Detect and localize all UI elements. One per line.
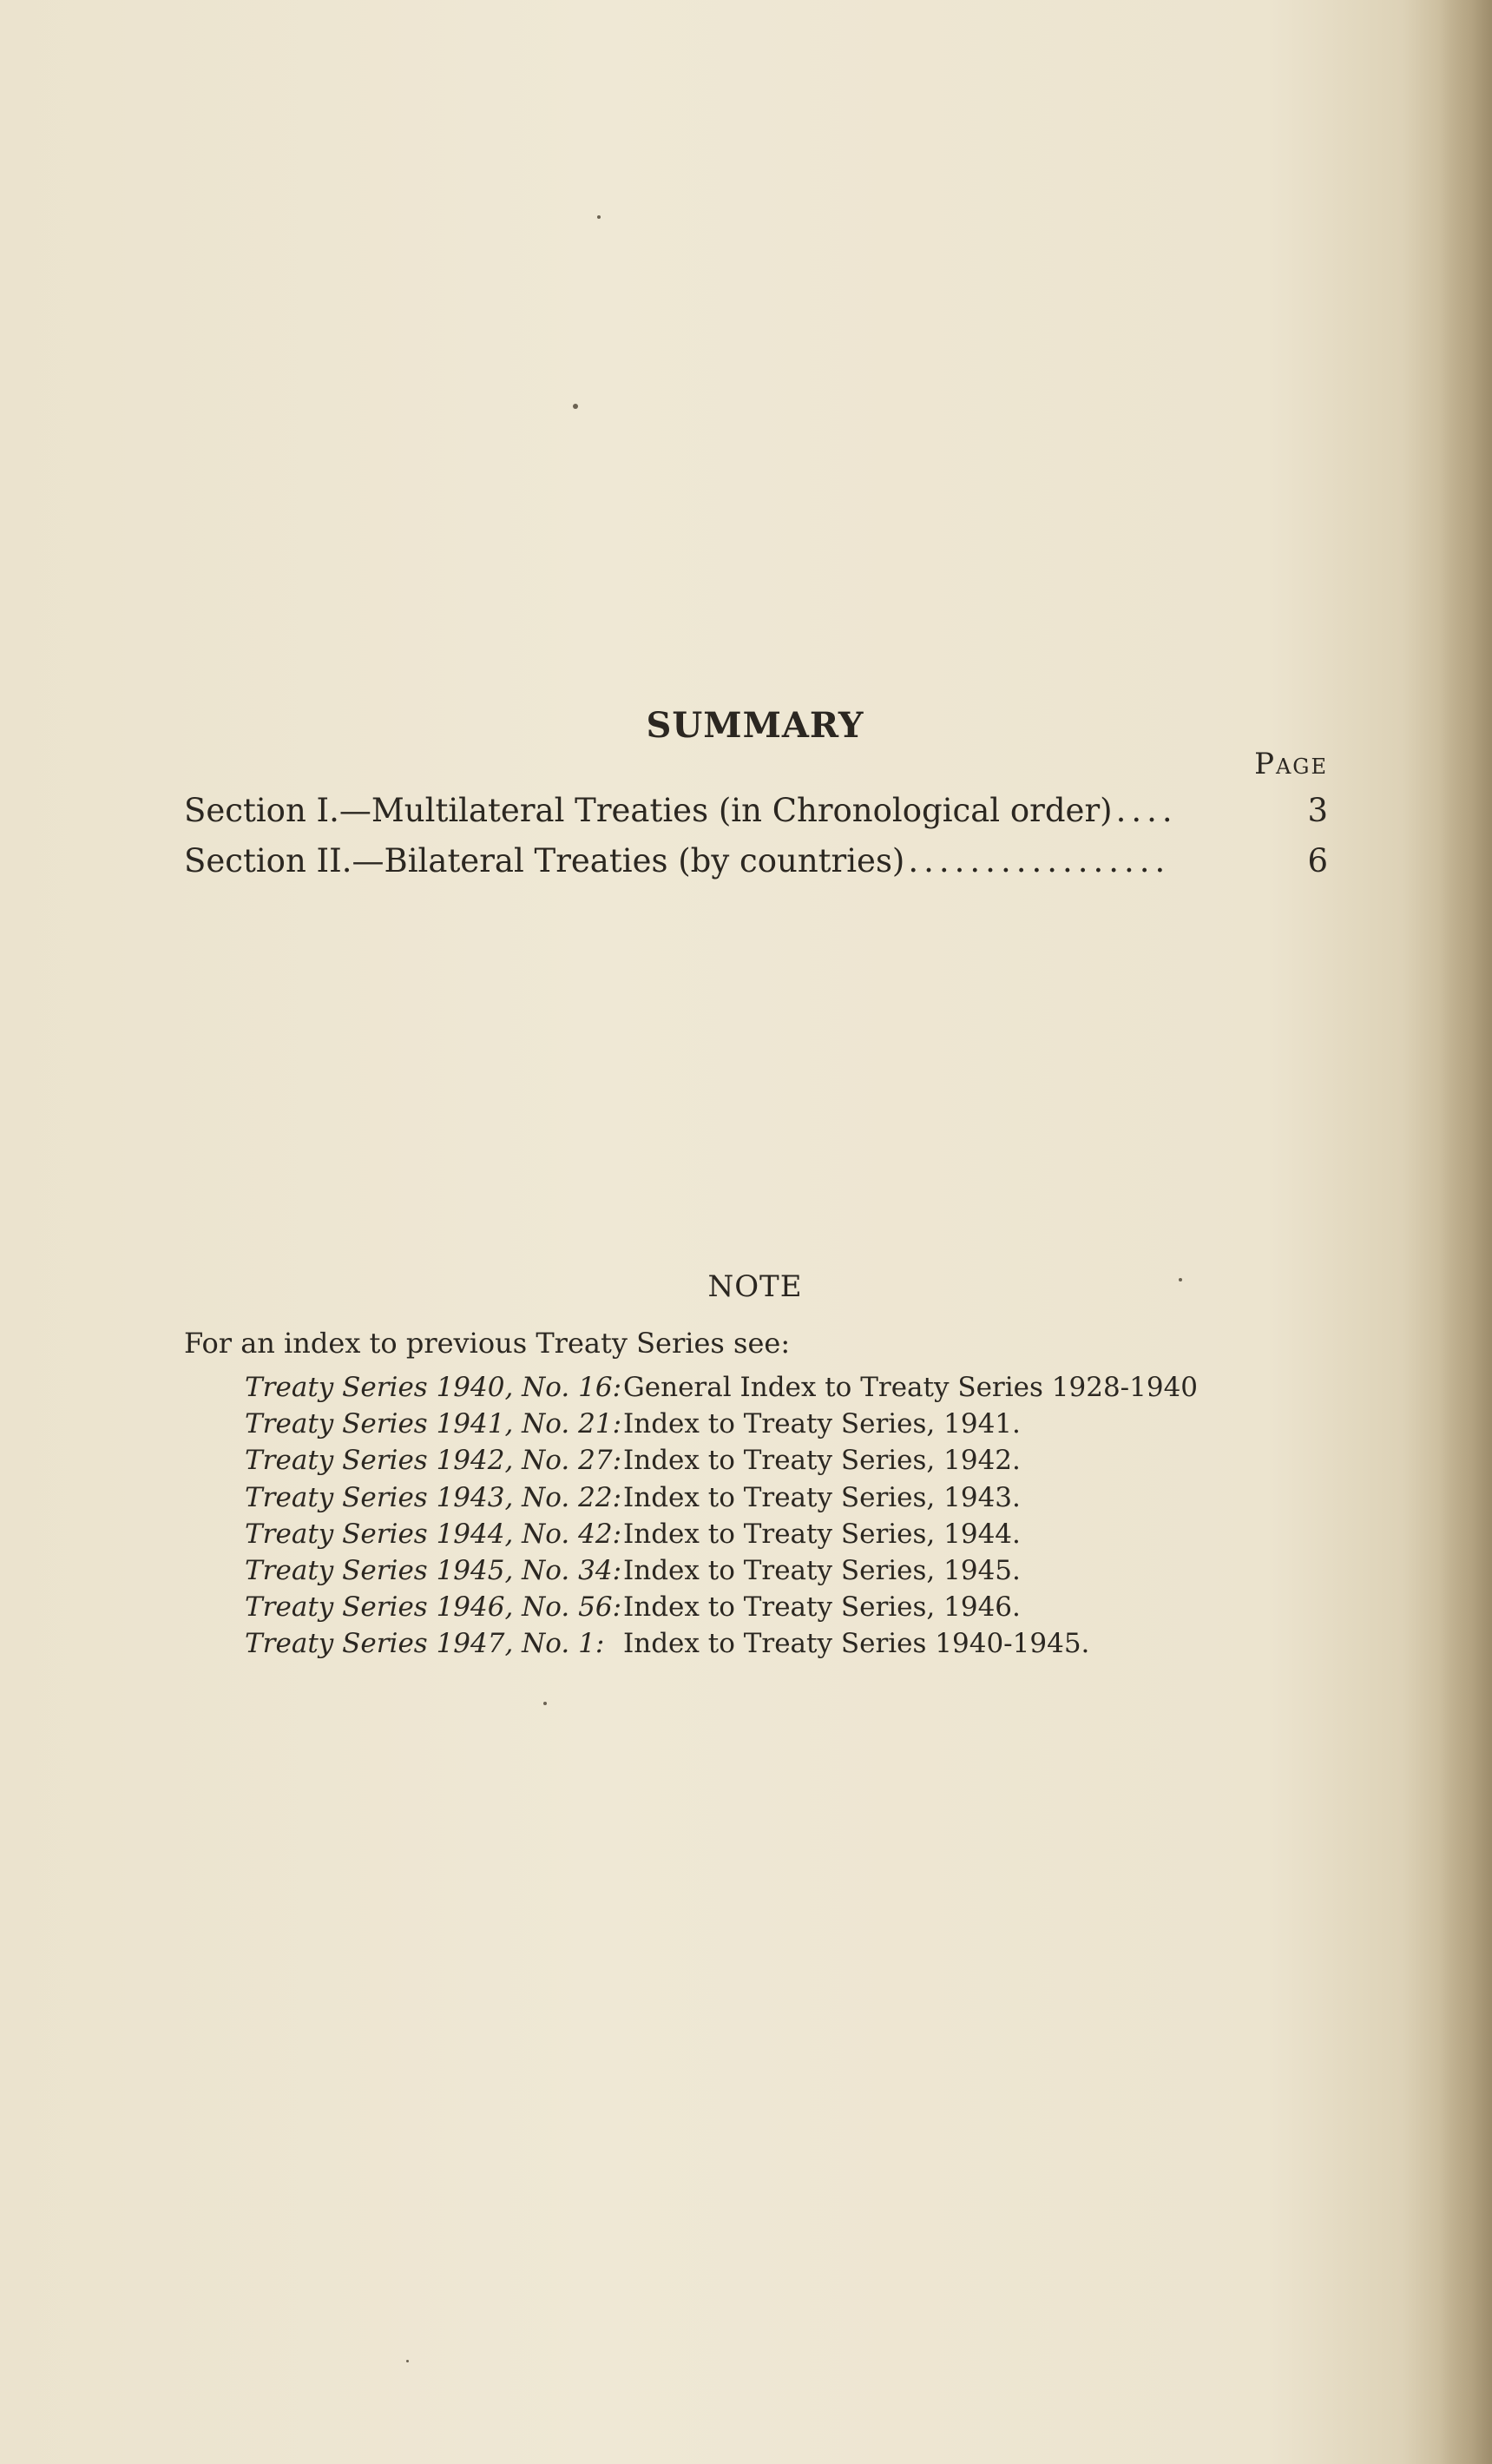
summary-heading: SUMMARY <box>646 705 864 746</box>
reference-source: Treaty Series 1947, No. 1: <box>245 1628 605 1660</box>
reference-description: Index to Treaty Series, 1943. <box>623 1481 1021 1513</box>
toc-entry-label: Section I.—Multilateral Treaties (in Chronological order) <box>184 792 1113 829</box>
reference-description: Index to Treaty Series, 1944. <box>623 1518 1021 1550</box>
reference-row <box>245 1372 1198 1408</box>
toc-entry <box>184 792 1328 837</box>
toc-entry-page: 3 <box>1307 792 1328 829</box>
reference-row <box>245 1445 1198 1481</box>
reference-row <box>245 1628 1198 1664</box>
reference-description: Index to Treaty Series, 1946. <box>623 1591 1021 1624</box>
reference-source: Treaty Series 1942, No. 27: <box>245 1445 622 1477</box>
toc-leader-dots: ................. <box>908 842 1171 880</box>
page-edge-shadow <box>1440 0 1492 2464</box>
toc-entry-label: Section II.—Bilateral Treaties (by countries) <box>184 842 905 880</box>
reference-source: Treaty Series 1944, No. 42: <box>245 1518 622 1550</box>
ink-speck <box>573 404 578 409</box>
reference-description: Index to Treaty Series 1940-1945. <box>623 1628 1090 1660</box>
note-intro: For an index to previous Treaty Series see: <box>184 1327 791 1360</box>
reference-list <box>245 1372 1198 1665</box>
reference-source: Treaty Series 1946, No. 56: <box>245 1591 622 1624</box>
reference-description: Index to Treaty Series, 1945. <box>623 1554 1021 1586</box>
page-column-heading: Page <box>1254 747 1328 781</box>
reference-source: Treaty Series 1940, No. 16: <box>245 1372 622 1403</box>
ink-speck <box>543 1702 547 1705</box>
ink-speck <box>406 2360 409 2362</box>
ink-speck <box>597 215 601 219</box>
toc-entry <box>184 842 1328 887</box>
reference-source: Treaty Series 1943, No. 22: <box>245 1481 622 1513</box>
reference-description: Index to Treaty Series, 1941. <box>623 1408 1021 1440</box>
reference-row <box>245 1591 1198 1628</box>
reference-row <box>245 1408 1198 1445</box>
note-heading: NOTE <box>707 1269 803 1304</box>
toc-leader-dots: .... <box>1115 792 1178 829</box>
reference-description: Index to Treaty Series, 1942. <box>623 1445 1021 1477</box>
reference-row <box>245 1555 1198 1591</box>
reference-source: Treaty Series 1945, No. 34: <box>245 1554 622 1586</box>
reference-description: General Index to Treaty Series 1928-1940 <box>623 1372 1199 1403</box>
reference-row <box>245 1482 1198 1519</box>
reference-source: Treaty Series 1941, No. 21: <box>245 1408 622 1440</box>
reference-row <box>245 1519 1198 1555</box>
toc-entry-page: 6 <box>1307 842 1328 880</box>
